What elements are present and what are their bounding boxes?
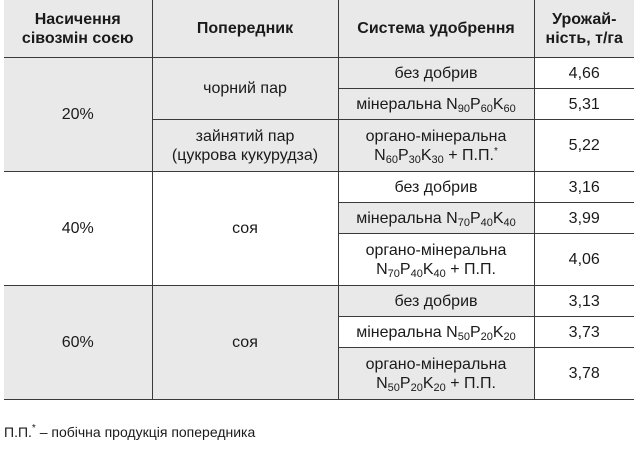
- fertilization-cell: без добрив: [338, 286, 534, 317]
- p-symbol: P: [469, 323, 481, 341]
- fertilization-label: мінеральна: [356, 95, 442, 113]
- npk-formula: [446, 324, 516, 341]
- byproduct-suffix: + П.П.: [450, 374, 496, 392]
- header-yield-line1: Урожай-: [552, 10, 617, 28]
- fertilization-cell: без добрив: [338, 58, 534, 89]
- fertilization-cell: [338, 234, 534, 286]
- table-row: [4, 172, 634, 203]
- k-dose: 40: [503, 216, 516, 229]
- p-dose: 60: [480, 102, 493, 115]
- header-saturation-line1: Насичення: [34, 10, 121, 28]
- n-dose: 70: [387, 267, 400, 280]
- n-symbol: N: [374, 146, 386, 164]
- fertilization-cell: [338, 317, 534, 348]
- n-dose: 60: [385, 153, 398, 166]
- npk-formula: [376, 375, 446, 392]
- yield-cell: 5,22: [534, 120, 634, 172]
- yield-cell: 3,13: [534, 286, 634, 317]
- n-dose: 90: [457, 102, 470, 115]
- footnote-text: – побічна продукція попередника: [35, 424, 256, 440]
- k-symbol: K: [422, 374, 434, 392]
- yield-table: [4, 0, 634, 400]
- yield-cell: 4,66: [534, 58, 634, 89]
- byproduct-suffix: + П.П.: [448, 146, 494, 164]
- footnote-star: *: [31, 423, 36, 434]
- header-yield: [534, 0, 634, 58]
- fertilization-label: органо-мінеральна: [365, 241, 507, 259]
- p-symbol: P: [399, 374, 411, 392]
- n-symbol: N: [446, 209, 458, 227]
- header-predecessor: Попередник: [152, 0, 338, 58]
- table-row: [4, 58, 634, 89]
- k-symbol: K: [422, 260, 434, 278]
- header-fertilization: Система удобрення: [338, 0, 534, 58]
- p-symbol: P: [469, 95, 481, 113]
- table-header-row: [4, 0, 634, 58]
- fertilization-label: органо-мінеральна: [365, 355, 507, 373]
- fertilization-cell: без добрив: [338, 172, 534, 203]
- p-symbol: P: [397, 146, 409, 164]
- p-symbol: P: [469, 209, 481, 227]
- n-dose: 50: [387, 381, 400, 394]
- n-symbol: N: [446, 95, 458, 113]
- p-dose: 30: [408, 153, 421, 166]
- yield-cell: 5,31: [534, 89, 634, 120]
- footnote-mark: *: [493, 145, 498, 157]
- yield-cell: 3,16: [534, 172, 634, 203]
- fertilization-label: мінеральна: [356, 323, 442, 341]
- p-dose: 40: [480, 216, 493, 229]
- fertilization-label: органо-мінеральна: [365, 127, 507, 145]
- predecessor-line1: зайнятий пар: [195, 127, 295, 145]
- p-dose: 40: [410, 267, 423, 280]
- n-dose: 70: [457, 216, 470, 229]
- header-yield-line2: ність, т/га: [545, 29, 623, 47]
- yield-cell: 3,99: [534, 203, 634, 234]
- fertilization-label: мінеральна: [356, 209, 442, 227]
- k-symbol: K: [492, 323, 504, 341]
- table-row: [4, 286, 634, 317]
- predecessor-cell: чорний пар: [152, 58, 338, 120]
- n-symbol: N: [376, 374, 388, 392]
- k-symbol: K: [492, 95, 504, 113]
- k-symbol: K: [492, 209, 504, 227]
- npk-formula: [446, 210, 516, 227]
- k-dose: 40: [433, 267, 446, 280]
- byproduct-suffix: + П.П.: [450, 260, 496, 278]
- npk-formula: [374, 147, 444, 164]
- k-dose: 20: [503, 330, 516, 343]
- saturation-cell: 40%: [4, 172, 152, 286]
- yield-cell: 4,06: [534, 234, 634, 286]
- n-dose: 50: [457, 330, 470, 343]
- saturation-cell: 60%: [4, 286, 152, 400]
- k-dose: 30: [431, 153, 444, 166]
- k-dose: 20: [433, 381, 446, 394]
- saturation-cell: 20%: [4, 58, 152, 172]
- yield-cell: 3,78: [534, 348, 634, 400]
- predecessor-line2: (цукрова кукурудза): [171, 146, 319, 164]
- p-dose: 20: [410, 381, 423, 394]
- predecessor-cell: соя: [152, 172, 338, 286]
- npk-formula: [376, 261, 446, 278]
- p-dose: 20: [480, 330, 493, 343]
- predecessor-cell: [152, 120, 338, 172]
- n-symbol: N: [446, 323, 458, 341]
- npk-formula: [446, 96, 516, 113]
- k-dose: 60: [503, 102, 516, 115]
- footnote-abbrev: П.П.: [4, 424, 32, 440]
- fertilization-cell: [338, 348, 534, 400]
- n-symbol: N: [376, 260, 388, 278]
- k-symbol: K: [420, 146, 432, 164]
- header-saturation-line2: сівозмін соєю: [21, 29, 134, 47]
- yield-cell: 3,73: [534, 317, 634, 348]
- fertilization-cell: [338, 89, 534, 120]
- fertilization-cell: [338, 203, 534, 234]
- predecessor-cell: соя: [152, 286, 338, 400]
- header-saturation: [4, 0, 152, 58]
- footnote: [4, 424, 255, 440]
- p-symbol: P: [399, 260, 411, 278]
- fertilization-cell: [338, 120, 534, 172]
